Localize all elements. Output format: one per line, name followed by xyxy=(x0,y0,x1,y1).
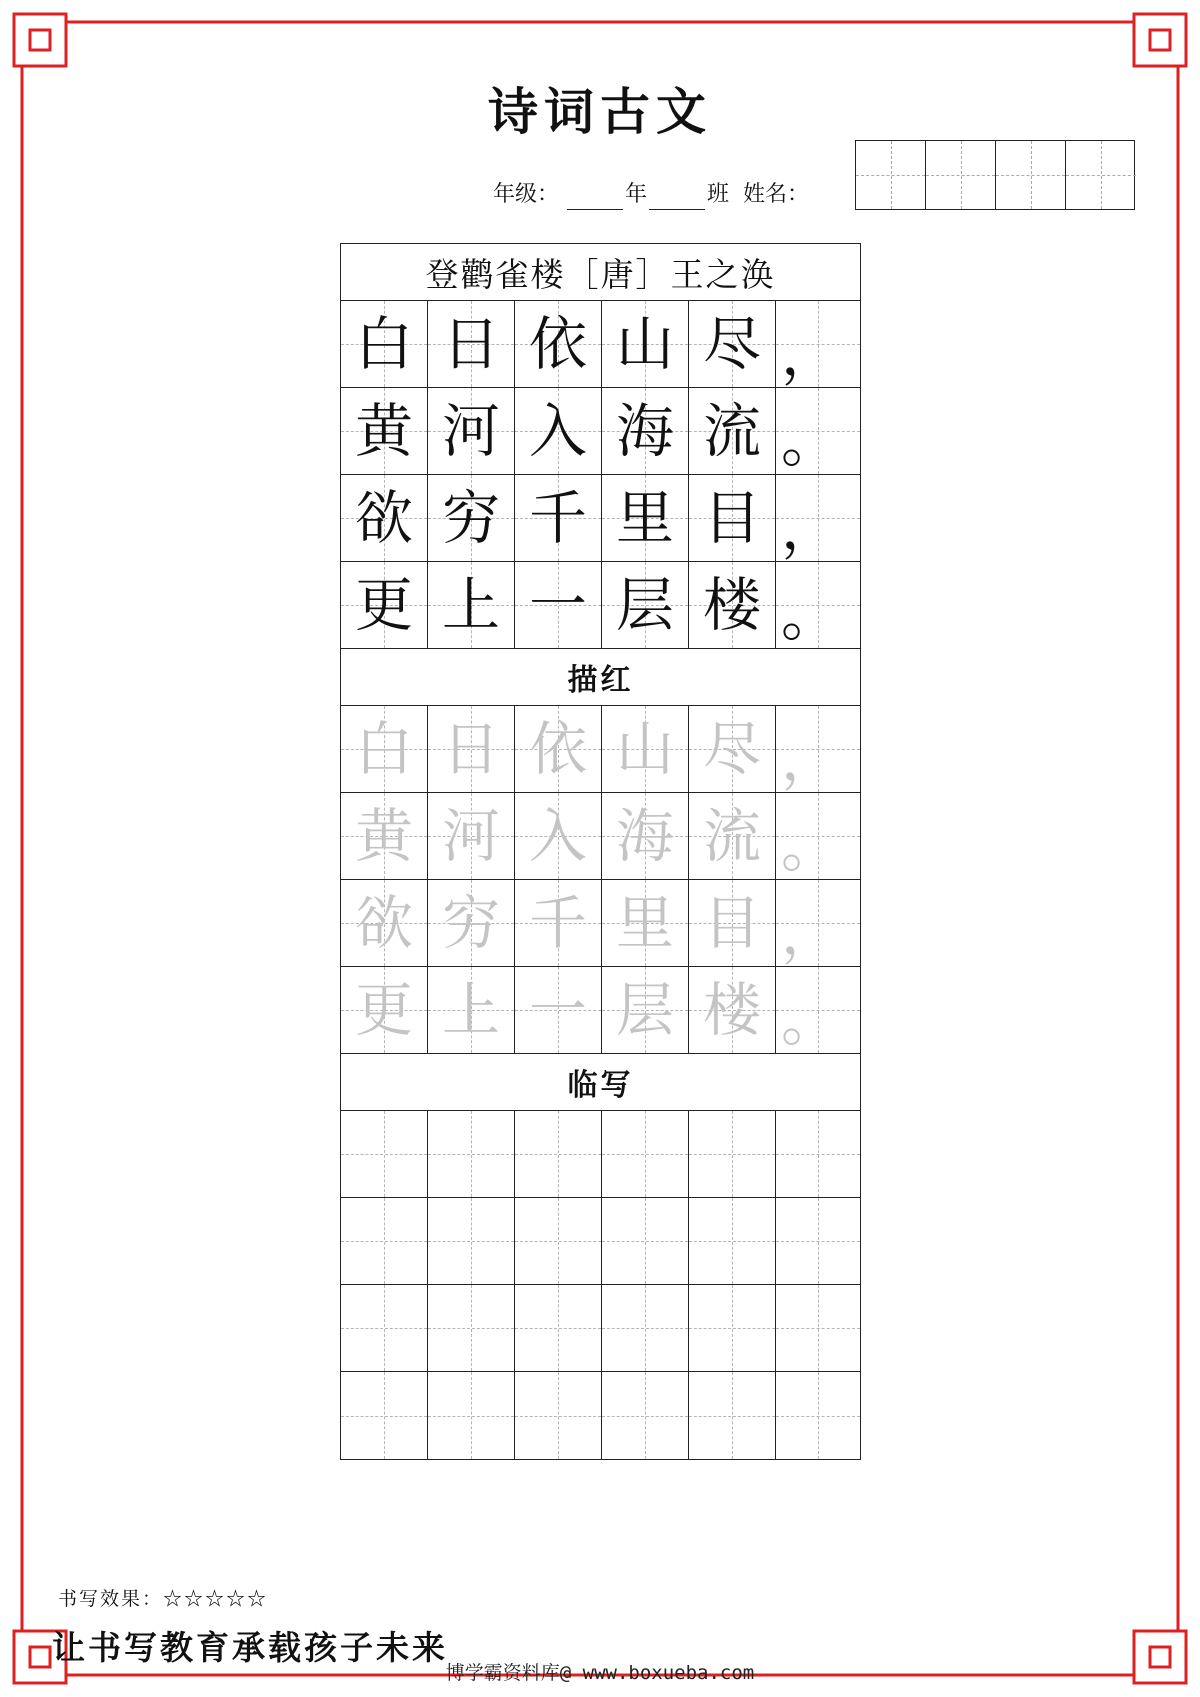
model-character: 白 xyxy=(354,310,413,378)
trace-cell xyxy=(689,880,776,966)
model-cell xyxy=(341,301,428,387)
model-character: 入 xyxy=(528,397,587,465)
trace-cell xyxy=(515,880,602,966)
trace-character: 海 xyxy=(615,802,674,870)
trace-cell xyxy=(428,706,515,792)
trace-cell xyxy=(776,880,860,966)
model-character: 山 xyxy=(615,310,674,378)
trace-cell xyxy=(776,967,860,1053)
model-cell xyxy=(689,562,776,648)
model-character: 日 xyxy=(441,310,500,378)
trace-character: 层 xyxy=(615,976,674,1044)
model-cell xyxy=(341,562,428,648)
model-character: 千 xyxy=(528,484,587,552)
trace-row xyxy=(341,793,860,880)
trace-cell xyxy=(341,967,428,1053)
trace-character: 河 xyxy=(441,802,500,870)
trace-character: 里 xyxy=(615,889,674,957)
trace-character: 目 xyxy=(702,889,761,957)
trace-character: 欲 xyxy=(354,889,413,957)
trace-cell xyxy=(515,793,602,879)
copy-cell[interactable] xyxy=(689,1372,776,1459)
model-cell xyxy=(515,301,602,387)
grade-label: 年级： xyxy=(493,182,560,207)
trace-section-label: 描红 xyxy=(341,649,860,706)
copy-cell[interactable] xyxy=(689,1198,776,1284)
copy-row xyxy=(341,1111,860,1198)
model-character: 层 xyxy=(615,571,674,639)
trace-character: 山 xyxy=(615,715,674,783)
model-character: 依 xyxy=(528,310,587,378)
copy-cell[interactable] xyxy=(689,1111,776,1197)
trace-character: 日 xyxy=(441,715,500,783)
copy-row xyxy=(341,1285,860,1372)
corner-ornament-icon xyxy=(1120,14,1186,80)
model-cell xyxy=(515,475,602,561)
slogan: 让书写教育承载孩子未来 xyxy=(52,1628,448,1667)
trace-character: 白 xyxy=(354,715,413,783)
model-character: 河 xyxy=(441,397,500,465)
copy-cell[interactable] xyxy=(341,1198,428,1284)
model-cell xyxy=(602,475,689,561)
model-row xyxy=(341,562,860,649)
trace-character: 更 xyxy=(354,976,413,1044)
model-character: 欲 xyxy=(354,484,413,552)
model-row xyxy=(341,475,860,562)
model-cell xyxy=(341,475,428,561)
copy-cell[interactable] xyxy=(602,1111,689,1197)
trace-row xyxy=(341,706,860,793)
trace-character: 。 xyxy=(780,812,839,880)
trace-character: ， xyxy=(780,899,839,967)
trace-character: 黄 xyxy=(354,802,413,870)
trace-cell xyxy=(602,880,689,966)
copy-cell[interactable] xyxy=(776,1285,860,1371)
trace-cell xyxy=(515,706,602,792)
copy-cell[interactable] xyxy=(515,1111,602,1197)
copy-row xyxy=(341,1372,860,1459)
trace-cell xyxy=(602,967,689,1053)
copy-practice-block xyxy=(341,1111,860,1459)
trace-character: 尽 xyxy=(702,715,761,783)
trace-character: 千 xyxy=(528,889,587,957)
corner-ornament-icon xyxy=(14,14,80,80)
trace-character: 上 xyxy=(441,976,500,1044)
name-writing-grid[interactable] xyxy=(855,140,1135,210)
copy-cell[interactable] xyxy=(776,1372,860,1459)
model-character: 尽 xyxy=(702,310,761,378)
model-cell xyxy=(428,475,515,561)
model-cell xyxy=(776,301,860,387)
copy-cell[interactable] xyxy=(341,1285,428,1371)
model-cell xyxy=(602,388,689,474)
model-cell xyxy=(689,475,776,561)
model-character: ， xyxy=(780,494,839,562)
trace-character: ， xyxy=(780,725,839,793)
trace-character: 依 xyxy=(528,715,587,783)
trace-cell xyxy=(689,706,776,792)
trace-characters-block xyxy=(341,706,860,1054)
trace-cell xyxy=(341,880,428,966)
poem-header: 登鹳雀楼［唐］王之涣 xyxy=(341,244,860,301)
copy-cell[interactable] xyxy=(515,1372,602,1459)
copy-cell[interactable] xyxy=(428,1285,515,1371)
page-title: 诗词古文 xyxy=(488,82,712,141)
poem-practice-table xyxy=(340,243,861,1460)
model-character: 楼 xyxy=(702,571,761,639)
copy-cell[interactable] xyxy=(428,1372,515,1459)
trace-character: 一 xyxy=(528,976,587,1044)
copy-cell[interactable] xyxy=(341,1111,428,1197)
name-cell[interactable] xyxy=(856,141,926,209)
trace-cell xyxy=(776,706,860,792)
copy-cell[interactable] xyxy=(602,1372,689,1459)
copy-section-label: 临写 xyxy=(341,1054,860,1111)
model-character: 。 xyxy=(780,581,839,649)
model-character: 目 xyxy=(702,484,761,552)
trace-cell xyxy=(341,793,428,879)
copy-cell[interactable] xyxy=(776,1198,860,1284)
model-cell xyxy=(602,562,689,648)
trace-character: 入 xyxy=(528,802,587,870)
trace-row xyxy=(341,967,860,1054)
model-character: 黄 xyxy=(354,397,413,465)
model-cell xyxy=(776,475,860,561)
grade-blank[interactable] xyxy=(567,187,623,210)
trace-cell xyxy=(428,967,515,1053)
model-cell xyxy=(515,562,602,648)
trace-cell xyxy=(341,706,428,792)
copy-cell[interactable] xyxy=(602,1198,689,1284)
trace-cell xyxy=(428,880,515,966)
trace-cell xyxy=(602,706,689,792)
model-cell xyxy=(776,562,860,648)
model-cell xyxy=(515,388,602,474)
model-cell xyxy=(689,301,776,387)
model-cell xyxy=(428,388,515,474)
copy-cell[interactable] xyxy=(602,1285,689,1371)
model-cell xyxy=(776,388,860,474)
copy-cell[interactable] xyxy=(515,1198,602,1284)
model-character: 一 xyxy=(528,571,587,639)
model-character: 上 xyxy=(441,571,500,639)
copy-cell[interactable] xyxy=(428,1198,515,1284)
model-character: 穷 xyxy=(441,484,500,552)
model-cell xyxy=(428,562,515,648)
class-label: 班 xyxy=(707,182,730,207)
copy-cell[interactable] xyxy=(428,1111,515,1197)
watermark: 博学霸资料库@ www.boxueba.com xyxy=(445,1662,755,1684)
copy-cell[interactable] xyxy=(341,1372,428,1459)
model-cell xyxy=(341,388,428,474)
trace-character: 流 xyxy=(702,802,761,870)
copy-cell[interactable] xyxy=(776,1111,860,1197)
name-cell[interactable] xyxy=(996,141,1066,209)
model-character: 。 xyxy=(780,407,839,475)
trace-cell xyxy=(602,793,689,879)
copy-cell[interactable] xyxy=(689,1285,776,1371)
model-character: ， xyxy=(780,320,839,388)
model-cell xyxy=(602,301,689,387)
year-label: 年 xyxy=(625,182,648,207)
class-blank[interactable] xyxy=(649,187,705,210)
name-label: 姓名： xyxy=(743,182,810,207)
model-cell xyxy=(428,301,515,387)
trace-cell xyxy=(689,793,776,879)
student-info-line xyxy=(493,180,809,210)
name-cell[interactable] xyxy=(1066,141,1136,209)
model-character: 更 xyxy=(354,571,413,639)
model-character: 里 xyxy=(615,484,674,552)
model-cell xyxy=(689,388,776,474)
model-row xyxy=(341,388,860,475)
trace-character: 穷 xyxy=(441,889,500,957)
trace-cell xyxy=(515,967,602,1053)
trace-character: 。 xyxy=(780,986,839,1054)
model-character: 海 xyxy=(615,397,674,465)
trace-row xyxy=(341,880,860,967)
trace-cell xyxy=(689,967,776,1053)
trace-cell xyxy=(428,793,515,879)
copy-row xyxy=(341,1198,860,1285)
model-character: 流 xyxy=(702,397,761,465)
model-row xyxy=(341,301,860,388)
copy-cell[interactable] xyxy=(515,1285,602,1371)
model-characters-block xyxy=(341,301,860,649)
name-cell[interactable] xyxy=(926,141,996,209)
trace-character: 楼 xyxy=(702,976,761,1044)
trace-cell xyxy=(776,793,860,879)
writing-rating: 书写效果：☆☆☆☆☆ xyxy=(58,1588,269,1610)
